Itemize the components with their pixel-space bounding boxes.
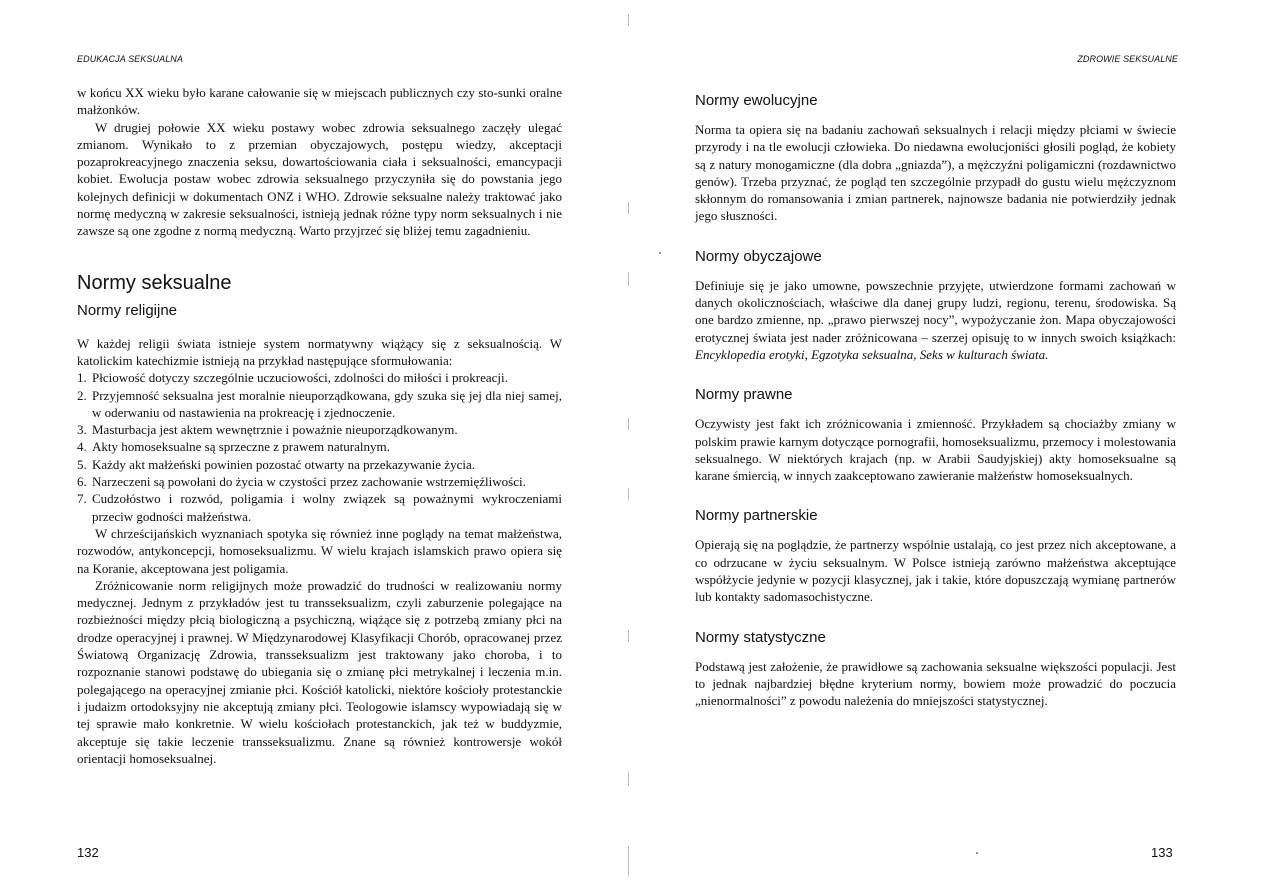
gutter-mark <box>628 488 629 500</box>
section-title: Normy seksualne <box>77 271 232 294</box>
closing-paragraph-2: Zróżnicowanie norm religijnych może prowadzić do trudności w realizowaniu normy medycznej. Jednym z przykładów jest tu transseksualizm, czyli zaburzenie polegające na rozbieżności między płcią biologiczną a psychiczną, wiążące się z potrzebą zmiany płci na drodze operacyjnej i prawnej. W Międzynarodowej Klasyfikacji Chorób, opracowanej przez Światową Organizację Zdrowia, transseksualizm jest traktowany jako choroba, i to rozpoznanie stanowi podstawę do ubiegania się o zmianę płci metrykalnej i leczenia m.in. polegającego na operacyjnej zmianie płci. Kościół katolicki, niektóre kościoły protestanckie i judaizm ortodoksyjny nie akceptują zmiany płci. Teologowie islamscy wypowiadają się w tej sprawie mało konkretnie. W wielu kościołach protestanckich, jak też w buddyzmie, akceptuje się takie leczenie transseksualizmu. Znane są również kontrowersje wokół orientacji homoseksualnej. <box>77 577 562 766</box>
section-text: Definiuje się je jako umowne, powszechnie przyjęte, utwierdzone formami zachowań w danych okolicznościach, właściwe dla danej grupy ludzi, regionu, terenu, środowiska. Są one bardzo zmienne, np. „prawo pierwszej nocy”, wypożyczanie żon. Mapa obyczajowości erotycznej świata jest nader zróżnicowana – szerzej opisuję to w innych swoich książkach: Encyklopedia erotyki, Egzotyka seksualna, Seks w kulturach świata. <box>695 277 1176 362</box>
section-text: Oczywisty jest fakt ich zróżnicowania i zmienność. Przykładem są chociażby zmiany w polskim prawie karnym dotyczące pornografii, homoseksualizmu, przemocy i molestowania seksualnego. W niektórych krajach (np. w Arabii Saudyjskiej) akty homoseksualne są karane śmiercią, w innych zaakceptowano zawieranie małżeństw homoseksualnych. <box>695 416 1176 484</box>
page-number-left: 132 <box>77 845 99 860</box>
section-customary <box>695 247 1176 363</box>
section-text: Opierają się na poglądzie, że partnerzy wspólnie ustalają, co jest przez nich akceptowane, a co odrzucane w życiu seksualnym. W Polsce istnieją zarówno małżeństwa akceptujące współżycie jedynie w pozycji klasycznej, jak i takie, które dopuszczają wymianę partnerów lub kontakty sadomasochistyczne. <box>695 537 1176 605</box>
gutter-mark <box>628 272 629 286</box>
religious-norms-list <box>77 369 562 525</box>
section-statistical <box>695 628 1176 710</box>
gutter-mark <box>628 630 629 642</box>
section-title: Normy statystyczne <box>695 628 826 646</box>
list-item: 4. Akty homoseksualne są sprzeczne z prawem naturalnym. <box>77 439 390 455</box>
list-item: 1. Płciowość dotyczy szczególnie uczuciowości, zdolności do miłości i prokreacji. <box>77 370 508 386</box>
running-head-left: EDUKACJA SEKSUALNA <box>77 54 183 64</box>
gutter-mark <box>628 772 629 786</box>
section-text: Podstawą jest założenie, że prawidłowe są zachowania seksualne większości populacji. Jest to jednak najbardziej błędne kryterium normy, bowiem może prowadzić do poczucia „nienormalności” z powodu należenia do mniejszości statystycznej. <box>695 658 1176 709</box>
page-number-right: 133 <box>1151 845 1173 860</box>
list-item: 2. Przyjemność seksualna jest moralnie nieuporządkowana, gdy szuka się jej dla niej samej, w oderwaniu od nastawienia na prokreację i zjednoczenie. <box>77 387 562 420</box>
running-head-right: ZDROWIE SEKSUALNE <box>1077 54 1178 64</box>
list-item: 6. Narzeczeni są powołani do życia w czystości przez zachowanie wstrzemięźliwości. <box>77 474 526 490</box>
section-legal <box>695 385 1176 484</box>
list-item: 5. Każdy akt małżeński powinien pozostać otwarty na przekazywanie życia. <box>77 456 475 472</box>
left-text-column <box>77 84 562 767</box>
gutter-mark <box>628 14 629 26</box>
section-title: Normy ewolucyjne <box>695 92 818 109</box>
list-item: 3. Masturbacja jest aktem wewnętrznie i poważnie nieuporządkowanym. <box>77 422 458 438</box>
intro-paragraph-1: w końcu XX wieku było karane całowanie się w miejscach publicznych czy sto-sunki oralne małżonków. <box>77 85 562 118</box>
book-titles: Encyklopedia erotyki, Egzotyka seksualna, Seks w kulturach świata. <box>695 346 1049 362</box>
subsection-title-religious: Normy religijne <box>77 301 178 319</box>
intro-paragraph-2: W drugiej połowie XX wieku postawy wobec zdrowia seksualnego zaczęły ulegać zmianom. Wynikało to z przemian obyczajowych, postępu wiedzy, akceptacji pozaprokreacyjnego znaczenia seksu, dowartościowania ciała i seksualności, emancypacji kobiet. Ewolucja postaw wobec zdrowia seksualnego przyczyniła się do powstania jego kolejnych definicji w dokumentach ONZ i WHO. Zdrowie seksualne należy traktować jako normę medyczną w zakresie seksualności, istnieją jednak różne typy norm seksualnych i nie zawsze są one zgodne z normą medyczną. Warto przyjrzeć się bliżej temu zagadnieniu. <box>77 119 562 239</box>
right-page <box>631 0 1262 894</box>
gutter-mark <box>628 846 629 876</box>
section-title: Normy partnerskie <box>695 507 818 525</box>
gutter-mark <box>628 418 629 430</box>
section-title: Normy obyczajowe <box>695 247 822 265</box>
closing-paragraph-1: W chrześcijańskich wyznaniach spotyka się również inne poglądy na temat małżeństwa, rozwodów, antykoncepcji, homoseksualizmu. W wielu krajach islamskich prawo opiera się na Koranie, akceptowana jest poligamia. <box>77 525 562 576</box>
section-partner <box>695 506 1176 605</box>
gutter-mark <box>628 202 629 214</box>
section-evolutionary <box>695 91 1176 225</box>
section-title: Normy prawne <box>695 386 793 404</box>
list-item: 7. Cudzołóstwo i rozwód, poligamia i wolny związek są poważnymi wykroczeniami przeciw godności małżeństwa. <box>77 491 562 524</box>
section-text: Norma ta opiera się na badaniu zachowań seksualnych i relacji między płciami w świecie przyrody i na tle ewolucji człowieka. Do niedawna ewolucjoniści głosili pogląd, że kobiety są z natury monogamiczne (dla dobra „gniazda”), a mężczyźni poligamiczni (rozdawnictwo genów). Trzeba przyznać, że pogląd ten szczególnie przypadł do gustu wielu mężczyznom skłonnym do romansowania i zmian partnerek, najnowsze badania nie potwierdziły jednak jego słuszności. <box>695 122 1176 224</box>
right-text-column <box>695 91 1176 732</box>
religious-intro: W każdej religii świata istnieje system normatywny wiążący się z seksualnością. W katolickim katechizmie istnieją na przykład następujące sformułowania: <box>77 335 562 368</box>
